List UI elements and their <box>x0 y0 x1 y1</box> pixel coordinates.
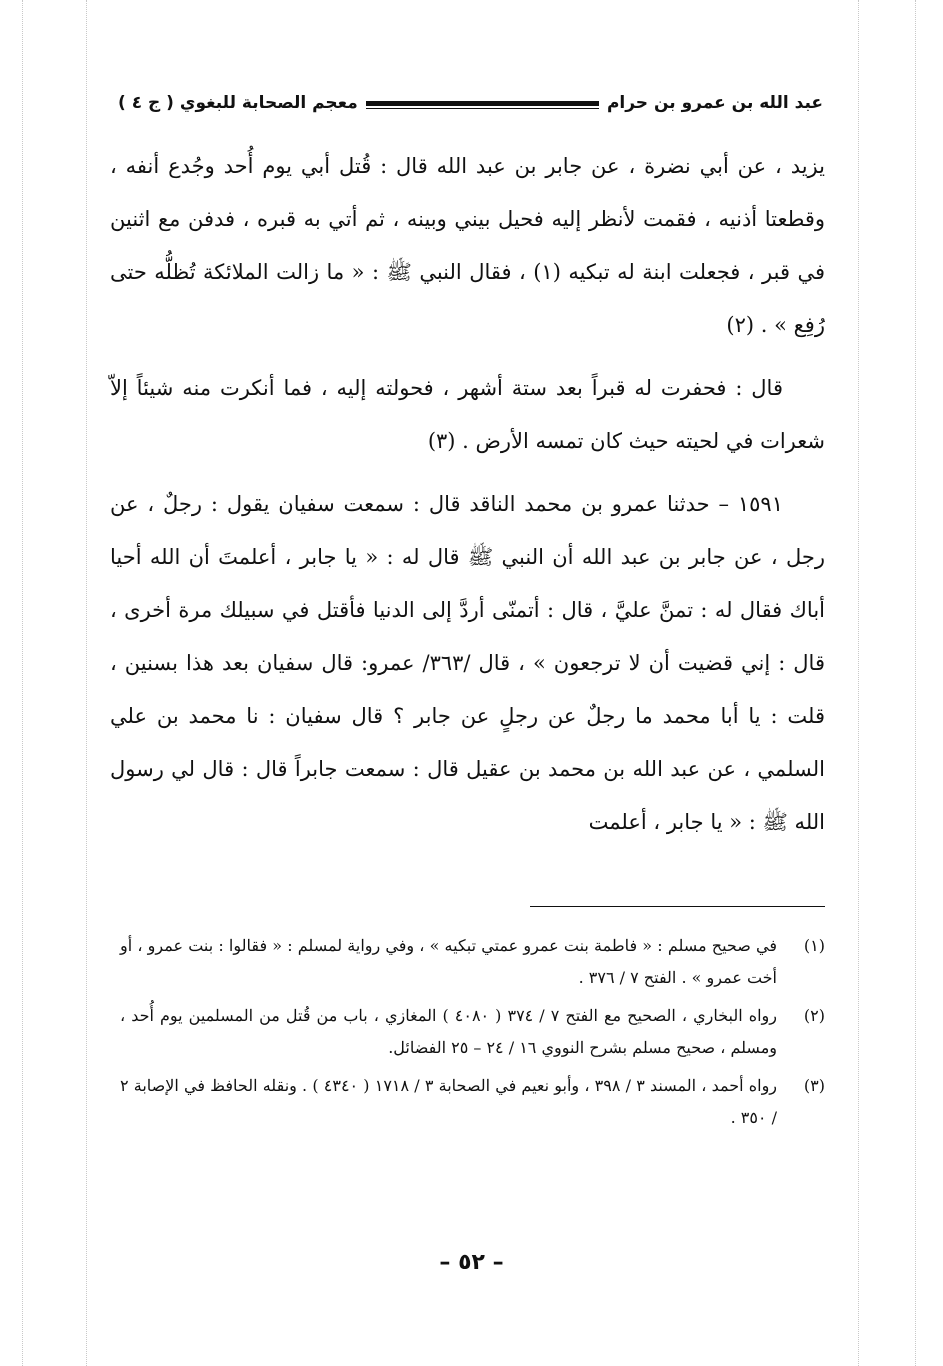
main-text <box>110 140 825 859</box>
footnote <box>120 930 825 994</box>
footnote-number: (٣) <box>803 1076 825 1095</box>
header-rule <box>366 101 599 106</box>
scan-artifact-line <box>86 0 87 1366</box>
scan-artifact-line <box>915 0 916 1366</box>
scan-artifact-line <box>858 0 859 1366</box>
footnote <box>120 1070 825 1134</box>
footnote-text: في صحيح مسلم : « فاطمة بنت عمرو عمتي تبكيه » ، وفي رواية لمسلم : « فقالوا : بنت عمرو ، أو أخت عمرو » . الفتح ٧ / ٣٧٦ . <box>120 936 777 987</box>
footnote-number: (١) <box>803 936 825 955</box>
running-header <box>118 88 823 118</box>
footnote-number: (٢) <box>803 1006 825 1025</box>
paragraph: يزيد ، عن أبي نضرة ، عن جابر بن عبد الله قال : قُتل أبي يوم أُحد وجُدع أنفه ، وقطعتا أذنيه ، فقمت لأنظر إليه فحيل بيني وبينه ، ثم أتي به قبره ، فدفن مع اثنين في قبر ، فجعلت ابنة له تبكيه (١) ، فقال النبي ﷺ : « ما زالت الملائكة تُظلُّه حتى رُفِع » . (٢) <box>110 154 825 337</box>
footnote-text: رواه البخاري ، الصحيح مع الفتح ٧ / ٣٧٤ ( ٤٠٨٠ ) المغازي ، باب من قُتل من المسلمين يوم أُحد ، ومسلم ، صحيح مسلم بشرح النووي ١٦ / ٢٤ – ٢٥ الفضائل. <box>120 1006 778 1057</box>
paragraph: ١٥٩١ – حدثنا عمرو بن محمد الناقد قال : سمعت سفيان يقول : رجلٌ ، عن رجل ، عن جابر بن عبد الله أن النبي ﷺ قال له : « يا جابر ، أعلمتَ أن الله أحيا أباك فقال له : تمنَّ عليَّ ، قال : أتمنّى أردَّ إلى الدنيا فأقتل في سبيلك مرة أخرى ، قال : إني قضيت أن لا ترجعون » ، قال /٣٦٣/ عمرو: قال سفيان بعد هذا بسنين ، قلت : يا أبا محمد ما رجلٌ عن رجلٍ عن جابر ؟ قال سفيان : نا محمد بن علي السلمي ، عن عبد الله بن محمد بن عقيل قال : سمعت جابراً قال : قال لي رسول الله ﷺ : « يا جابر ، أعلمت <box>110 492 825 834</box>
footnotes <box>120 930 825 1140</box>
footnote-separator <box>530 906 825 907</box>
header-book-title: معجم الصحابة للبغوي ( ج ٤ ) <box>118 93 358 113</box>
scan-artifact-line <box>22 0 23 1366</box>
page-number: – ٥٢ – <box>439 1250 504 1275</box>
footnote-text: رواه أحمد ، المسند ٣ / ٣٩٨ ، وأبو نعيم في الصحابة ٣ / ١٧١٨ ( ٤٣٤٠ ) . ونقله الحافظ في الإصابة ٢ / ٣٥٠ . <box>120 1076 778 1127</box>
footnote <box>120 1000 825 1064</box>
header-section-title: عبد الله بن عمرو بن حرام <box>606 93 823 113</box>
paragraph: قال : فحفرت له قبراً بعد ستة أشهر ، فحولته إليه ، فما أنكرت منه شيئاً إلاّ شعرات في لحيته حيث كان تمسه الأرض . (٣) <box>110 376 825 453</box>
